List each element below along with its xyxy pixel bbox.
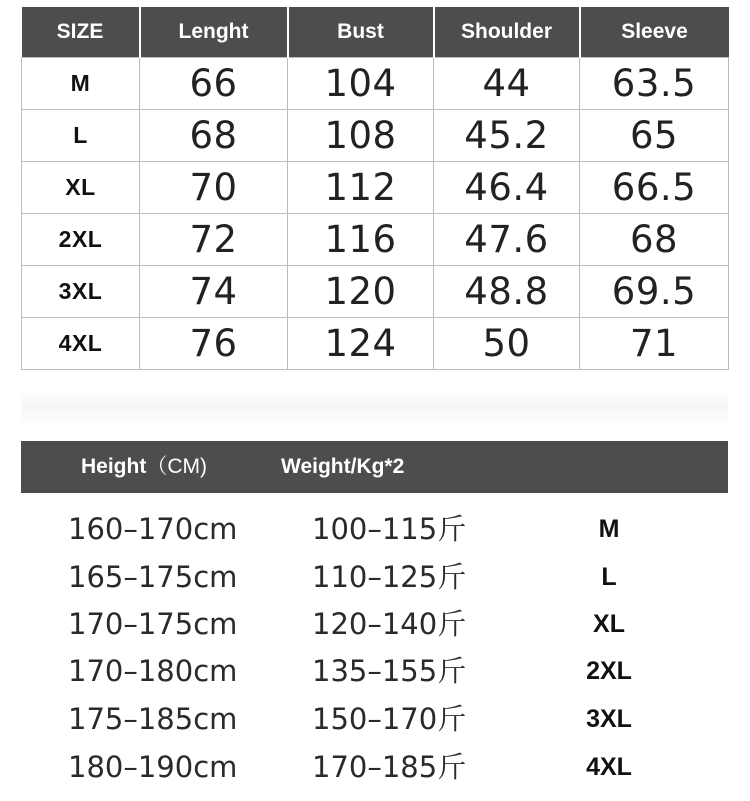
list-item xyxy=(21,601,728,648)
height-range: 170–180cm xyxy=(68,654,238,688)
recommended-size: L xyxy=(601,563,617,591)
recommended-size: 3XL xyxy=(586,705,632,733)
weight-range: 120–140斤 xyxy=(312,607,467,641)
shoulder-cell: 44 xyxy=(434,58,580,110)
sleeve-cell: 69.5 xyxy=(580,266,729,318)
header-sleeve: Sleeve xyxy=(580,7,729,58)
header-height-unit: （CM) xyxy=(146,455,207,478)
weight-range: 135–155斤 xyxy=(312,654,467,688)
table-row xyxy=(22,214,729,266)
size-cell: M xyxy=(22,58,140,110)
list-item xyxy=(21,696,728,743)
height-range: 160–170cm xyxy=(68,512,238,546)
divider-band xyxy=(21,390,728,426)
length-cell: 66 xyxy=(140,58,288,110)
shoulder-cell: 46.4 xyxy=(434,162,580,214)
length-cell: 74 xyxy=(140,266,288,318)
list-item xyxy=(21,744,728,791)
header-shoulder: Shoulder xyxy=(434,7,580,58)
size-cell: 3XL xyxy=(22,266,140,318)
shoulder-cell: 47.6 xyxy=(434,214,580,266)
bust-cell: 116 xyxy=(288,214,434,266)
bust-cell: 104 xyxy=(288,58,434,110)
bust-cell: 120 xyxy=(288,266,434,318)
bust-cell: 124 xyxy=(288,318,434,370)
list-item xyxy=(21,648,728,695)
size-guide-header xyxy=(21,441,728,493)
recommended-size: 2XL xyxy=(586,657,632,685)
size-cell: 4XL xyxy=(22,318,140,370)
length-cell: 76 xyxy=(140,318,288,370)
header-weight: Weight/Kg*2 xyxy=(281,455,405,478)
header-height-label: Height xyxy=(81,455,147,478)
height-range: 170–175cm xyxy=(68,607,238,641)
height-range: 165–175cm xyxy=(68,560,238,594)
size-table-header-row xyxy=(22,7,729,58)
table-row xyxy=(22,162,729,214)
sleeve-cell: 65 xyxy=(580,110,729,162)
sleeve-cell: 68 xyxy=(580,214,729,266)
list-item xyxy=(21,554,728,601)
length-cell: 72 xyxy=(140,214,288,266)
table-row xyxy=(22,318,729,370)
recommended-size: XL xyxy=(593,610,625,638)
size-cell: XL xyxy=(22,162,140,214)
size-measurement-table xyxy=(21,7,729,370)
table-row xyxy=(22,110,729,162)
bust-cell: 112 xyxy=(288,162,434,214)
weight-range: 110–125斤 xyxy=(312,560,467,594)
shoulder-cell: 48.8 xyxy=(434,266,580,318)
list-item xyxy=(21,506,728,553)
height-range: 175–185cm xyxy=(68,702,238,736)
sleeve-cell: 66.5 xyxy=(580,162,729,214)
sleeve-cell: 71 xyxy=(580,318,729,370)
sleeve-cell: 63.5 xyxy=(580,58,729,110)
recommended-size: M xyxy=(598,515,620,543)
height-range: 180–190cm xyxy=(68,750,238,784)
shoulder-cell: 50 xyxy=(434,318,580,370)
table-row xyxy=(22,58,729,110)
shoulder-cell: 45.2 xyxy=(434,110,580,162)
length-cell: 70 xyxy=(140,162,288,214)
header-height xyxy=(81,441,207,493)
bust-cell: 108 xyxy=(288,110,434,162)
recommended-size: 4XL xyxy=(586,753,632,781)
header-bust: Bust xyxy=(288,7,434,58)
weight-range: 100–115斤 xyxy=(312,512,467,546)
header-size: SIZE xyxy=(22,7,140,58)
weight-range: 150–170斤 xyxy=(312,702,467,736)
header-length: Lenght xyxy=(140,7,288,58)
size-cell: 2XL xyxy=(22,214,140,266)
weight-range: 170–185斤 xyxy=(312,750,467,784)
table-row xyxy=(22,266,729,318)
length-cell: 68 xyxy=(140,110,288,162)
size-cell: L xyxy=(22,110,140,162)
